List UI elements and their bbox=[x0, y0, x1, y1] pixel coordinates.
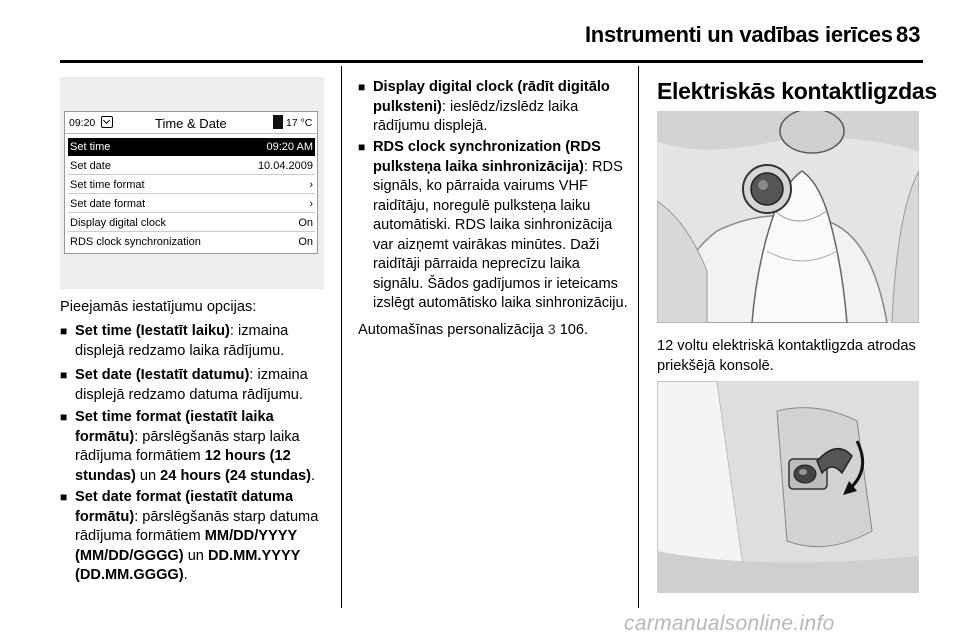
item-text: . bbox=[311, 467, 316, 484]
menu-row-rds-clock-sync[interactable] bbox=[68, 233, 315, 251]
item-text: un bbox=[183, 547, 208, 564]
socket-photo bbox=[657, 111, 919, 323]
section-heading: Elektriskās kontaktligzdas bbox=[657, 78, 937, 104]
item-bold: 12 hours (12 stundas) bbox=[75, 448, 291, 484]
rear-socket-photo bbox=[657, 381, 919, 593]
menu-row-set-date-format[interactable] bbox=[68, 195, 315, 213]
item-term: Set date format (iestatīt datuma formātu) bbox=[75, 489, 294, 525]
crossref-arrow-icon[interactable]: 3 bbox=[547, 321, 556, 337]
page-number: 83 bbox=[896, 22, 921, 47]
watermark: carmanualsonline.info bbox=[624, 612, 835, 635]
display-title: Time & Date bbox=[155, 116, 227, 131]
item-bold: MM/DD/YYYY (MM/DD/GGGG) bbox=[75, 528, 297, 564]
chevron-right-icon: › bbox=[309, 179, 313, 191]
item-text: : izmaina displejā redzamo datuma rādījumu. bbox=[75, 367, 308, 403]
crossref-text: Automašīnas personalizācija bbox=[358, 322, 544, 338]
menu-row-set-time-format[interactable] bbox=[68, 176, 315, 194]
item-text: : ieslēdz/izslēdz laika rādījumu displejā. bbox=[373, 98, 579, 134]
item-text: : pārslēgšanās starp datuma rādījuma formātiem bbox=[75, 508, 319, 544]
crossref-page[interactable]: 106. bbox=[559, 322, 589, 338]
item-text: : RDS signāls, ko pārraida vairums VHF raidītāju, noregulē pulksteņa laiku automātiski. RDS laika sinhronizācija var aizņemt vairākas minūtes. Daži raidītāji pārraida neprecīzu laika signālu. Šādos gadījumos ir ieteicams izslēgt automātisko laika sinhronizāciju. bbox=[373, 158, 628, 311]
bullet-icon: ■ bbox=[60, 368, 68, 382]
page-header bbox=[0, 14, 960, 50]
rear-socket-illustration bbox=[657, 381, 919, 593]
item-term: Display digital clock (rādīt digitālo pulksteni) bbox=[373, 79, 610, 115]
chevron-right-icon: › bbox=[309, 198, 313, 210]
item-text: . bbox=[183, 567, 188, 583]
display-temperature: 17 °C bbox=[286, 117, 313, 129]
page-title: Instrumenti un vadības ierīces bbox=[585, 22, 893, 47]
menu-row-set-date[interactable] bbox=[68, 157, 315, 175]
menu-row-label: Set date bbox=[70, 160, 111, 172]
menu-row-set-time[interactable] bbox=[68, 138, 315, 156]
menu-row-value: 10.04.2009 bbox=[257, 160, 313, 172]
column-divider-left bbox=[341, 66, 342, 608]
display-time: 09:20 bbox=[69, 117, 96, 129]
display-status-bar bbox=[65, 112, 317, 134]
photo-caption: 12 voltu elektriskā kontaktligzda atrodas priekšējā konsolē. bbox=[657, 338, 916, 374]
bullet-icon: ■ bbox=[60, 410, 68, 424]
header-rule bbox=[60, 60, 923, 63]
console-socket-illustration bbox=[657, 111, 919, 323]
bullet-icon: ■ bbox=[358, 140, 366, 154]
item-term: Set time format (iestatīt laika formātu) bbox=[75, 409, 274, 445]
item-bold: DD.MM.YYYY (DD.MM.GGGG) bbox=[75, 547, 301, 583]
item-term: Set time (Iestatīt laiku) bbox=[75, 323, 230, 339]
menu-row-label: Set date format bbox=[70, 198, 146, 210]
checkmark-icon bbox=[101, 116, 113, 128]
item-term: Set date (Iestatīt datumu) bbox=[75, 367, 250, 383]
intro-text: Pieejamās iestatījumu opcijas: bbox=[60, 299, 257, 315]
menu-row-label: Set time bbox=[70, 141, 111, 153]
menu-row-value: On bbox=[298, 217, 313, 229]
bullet-icon: ■ bbox=[60, 324, 68, 338]
item-bold: 24 hours (24 stundas) bbox=[160, 467, 311, 484]
menu-row-label: Display digital clock bbox=[70, 217, 166, 229]
bullet-icon: ■ bbox=[358, 80, 366, 94]
menu-row-label: Set time format bbox=[70, 179, 145, 191]
menu-row-value: 09:20 AM bbox=[266, 141, 313, 153]
item-text: un bbox=[135, 467, 161, 484]
column-divider-right bbox=[638, 66, 639, 608]
display-screen bbox=[64, 111, 318, 254]
crossref-line bbox=[358, 320, 633, 341]
menu-row-display-digital-clock[interactable] bbox=[68, 214, 315, 232]
bullet-icon: ■ bbox=[60, 490, 68, 504]
menu-row-label: RDS clock synchronization bbox=[70, 236, 201, 248]
item-text: : izmaina displejā redzamo laika rādījumu. bbox=[75, 323, 289, 359]
item-term: RDS clock synchronization (RDS pulksteņa laika sinhronizācija) bbox=[373, 139, 601, 175]
item-text: : pārslēgšanās starp laika rādījuma formātiem bbox=[75, 428, 300, 464]
menu-row-value: On bbox=[298, 236, 313, 248]
thermometer-icon bbox=[273, 115, 283, 129]
